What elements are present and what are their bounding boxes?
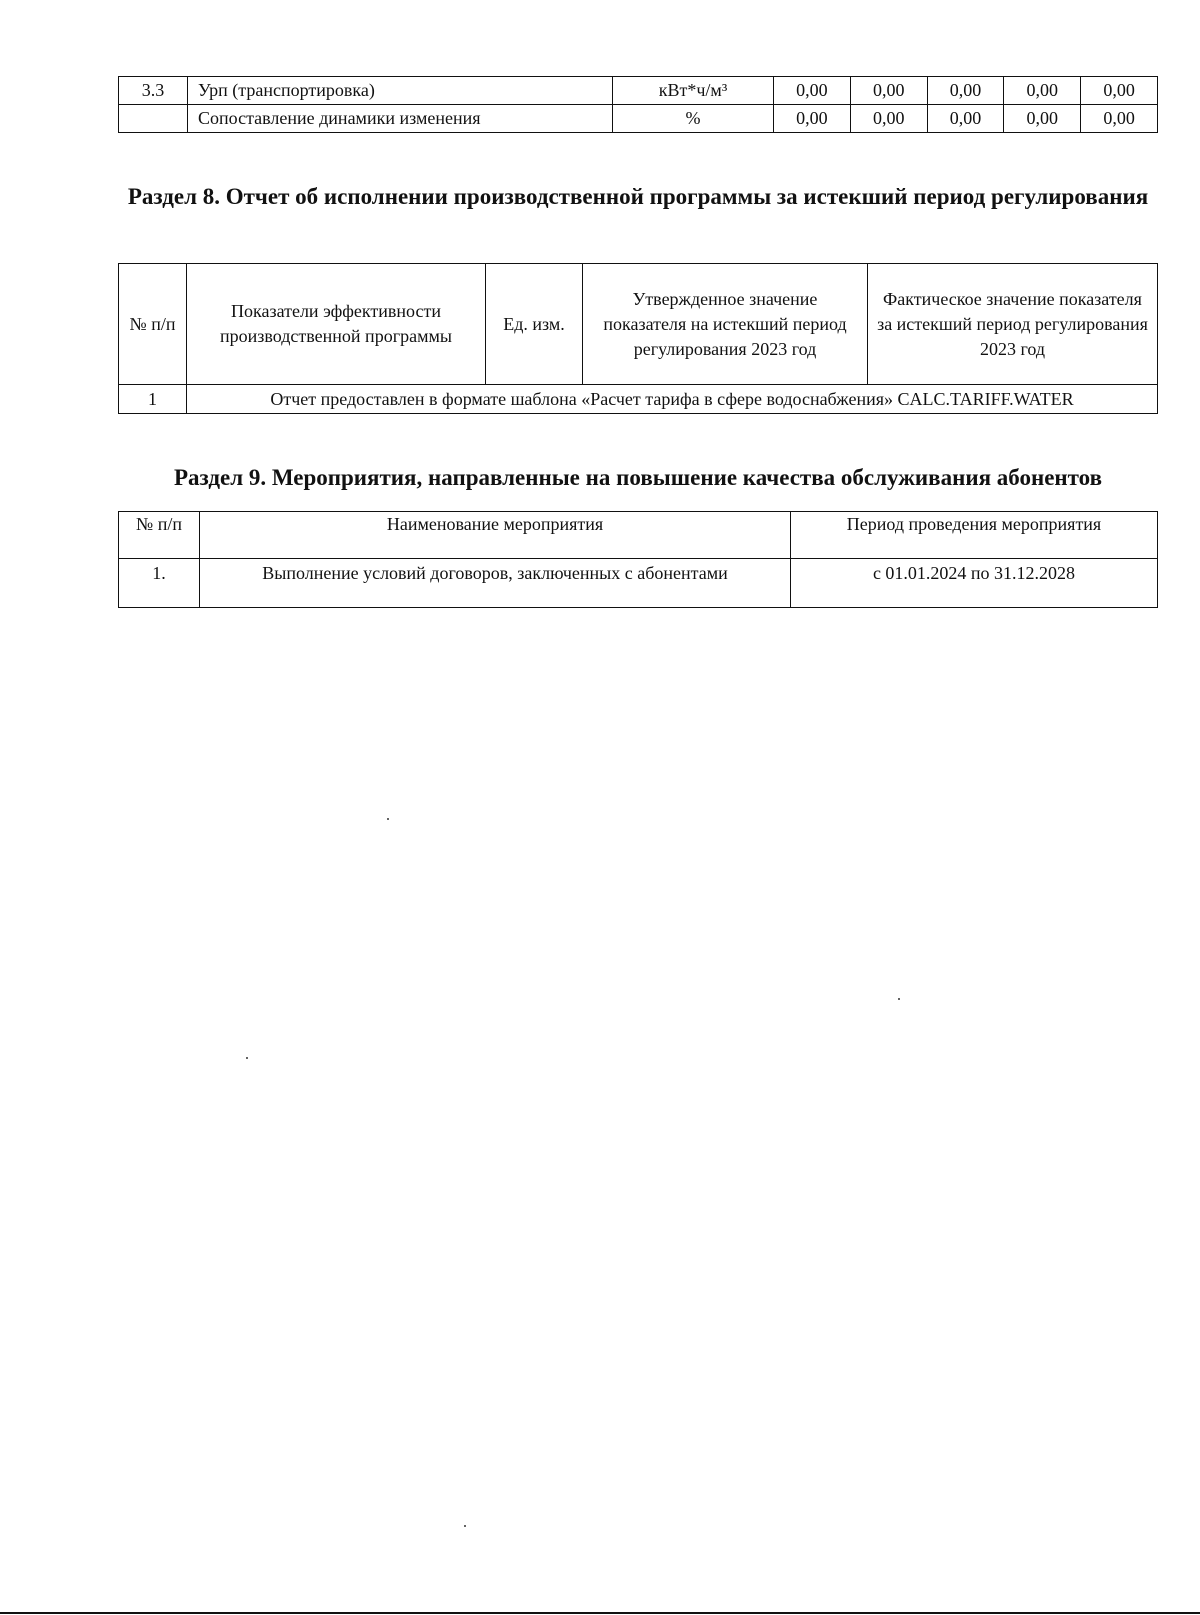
column-header-num: № п/п — [119, 512, 200, 559]
table-header-row — [119, 264, 1158, 385]
column-header-actual: Фактическое значение показателя за истекший период регулирования 2023 год — [868, 264, 1158, 385]
row-number: 1. — [119, 559, 200, 608]
scan-speck — [898, 998, 900, 1000]
column-header-period: Период проведения мероприятия — [791, 512, 1158, 559]
row-unit: % — [613, 105, 774, 133]
row-number: 1 — [119, 385, 187, 414]
column-header-unit: Ед. изм. — [486, 264, 583, 385]
table-header-row — [119, 512, 1158, 559]
table-row — [119, 105, 1158, 133]
table-row — [119, 77, 1158, 105]
column-header-indicators: Показатели эффективности производственной программы — [187, 264, 486, 385]
activity-period: с 01.01.2024 по 31.12.2028 — [791, 559, 1158, 608]
row-value: 0,00 — [927, 77, 1004, 105]
row-value: 0,00 — [850, 105, 927, 133]
row-unit: кВт*ч/м³ — [613, 77, 774, 105]
report-note: Отчет предоставлен в формате шаблона «Расчет тарифа в сфере водоснабжения» CALC.TARIFF.WATER — [187, 385, 1158, 414]
section-9-title: Раздел 9. Мероприятия, направленные на повышение качества обслуживания абонентов — [173, 465, 1103, 490]
row-value: 0,00 — [1081, 105, 1158, 133]
row-value: 0,00 — [927, 105, 1004, 133]
row-value: 0,00 — [1004, 77, 1081, 105]
column-header-num: № п/п — [119, 264, 187, 385]
table-row — [119, 385, 1158, 414]
table-row — [119, 559, 1158, 608]
activity-name: Выполнение условий договоров, заключенных с абонентами — [200, 559, 791, 608]
row-value: 0,00 — [774, 105, 851, 133]
column-header-name: Наименование мероприятия — [200, 512, 791, 559]
column-header-approved: Утвержденное значение показателя на истекший период регулирования 2023 год — [583, 264, 868, 385]
row-name: Урп (транспортировка) — [188, 77, 613, 105]
row-number: 3.3 — [119, 77, 188, 105]
row-value: 0,00 — [850, 77, 927, 105]
scan-speck — [464, 1525, 466, 1527]
indicators-continuation-table — [118, 76, 1158, 133]
scan-speck — [387, 818, 389, 820]
section-8-table — [118, 263, 1158, 414]
scan-speck — [246, 1057, 248, 1059]
section-9-table — [118, 511, 1158, 608]
row-name: Сопоставление динамики изменения — [188, 105, 613, 133]
row-value: 0,00 — [1004, 105, 1081, 133]
section-8-title: Раздел 8. Отчет об исполнении производственной программы за истекший период регулирования — [127, 184, 1149, 209]
row-number — [119, 105, 188, 133]
row-value: 0,00 — [774, 77, 851, 105]
row-value: 0,00 — [1081, 77, 1158, 105]
page-bottom-edge — [0, 1612, 1200, 1614]
